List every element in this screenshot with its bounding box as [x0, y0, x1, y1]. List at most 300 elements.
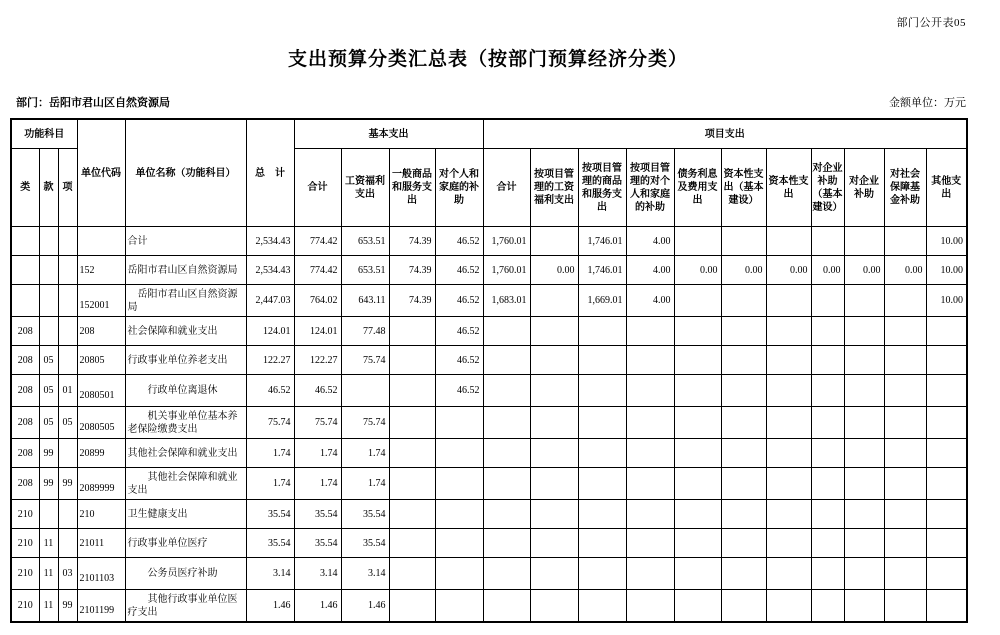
- unit-name-cell: 公务员医疗补助: [125, 558, 246, 590]
- header-func-group: 功能科目: [11, 119, 77, 149]
- func-item-cell: [58, 227, 77, 256]
- func-item-cell: 03: [58, 558, 77, 590]
- unit-name-cell: 其他社会保障和就业支出: [125, 468, 246, 500]
- value-cell: 1,760.01: [483, 227, 530, 256]
- value-cell: [578, 439, 626, 468]
- value-cell: [926, 346, 967, 375]
- value-cell: [674, 558, 721, 590]
- value-cell: 1,746.01: [578, 256, 626, 285]
- value-cell: [483, 375, 530, 407]
- value-cell: [844, 346, 884, 375]
- value-cell: 1.46: [246, 590, 294, 623]
- func-section-cell: [39, 256, 58, 285]
- unit-name-cell: 岳阳市君山区自然资源局: [125, 256, 246, 285]
- unit-code-cell: 20899: [77, 439, 125, 468]
- header-basic-wage: 工资福利支出: [341, 149, 389, 227]
- header-capital-construction: 资本性支出（基本建设）: [721, 149, 766, 227]
- func-class-cell: 208: [11, 317, 39, 346]
- value-cell: [483, 529, 530, 558]
- value-cell: [884, 375, 926, 407]
- value-cell: [626, 317, 674, 346]
- table-row: [11, 500, 967, 529]
- value-cell: [766, 439, 811, 468]
- unit-name-cell: 行政事业单位养老支出: [125, 346, 246, 375]
- value-cell: [341, 375, 389, 407]
- value-cell: [483, 317, 530, 346]
- func-class-cell: 210: [11, 558, 39, 590]
- value-cell: 3.14: [246, 558, 294, 590]
- value-cell: [766, 407, 811, 439]
- value-cell: [674, 529, 721, 558]
- value-cell: 74.39: [389, 227, 435, 256]
- unit-code-cell: 2101199: [77, 590, 125, 623]
- func-section-cell: 05: [39, 346, 58, 375]
- func-item-cell: 05: [58, 407, 77, 439]
- unit-name-cell: 行政事业单位医疗: [125, 529, 246, 558]
- table-row: [11, 439, 967, 468]
- value-cell: [389, 468, 435, 500]
- value-cell: [766, 558, 811, 590]
- unit-code-cell: 20805: [77, 346, 125, 375]
- value-cell: [674, 346, 721, 375]
- table-row: [11, 317, 967, 346]
- value-cell: 10.00: [926, 256, 967, 285]
- value-cell: [435, 468, 483, 500]
- value-cell: [884, 468, 926, 500]
- value-cell: 0.00: [844, 256, 884, 285]
- value-cell: 124.01: [294, 317, 341, 346]
- header-func-item: 项: [58, 149, 77, 227]
- header-enterprise-subsidy: 对企业补助: [844, 149, 884, 227]
- value-cell: 3.14: [341, 558, 389, 590]
- value-cell: [884, 439, 926, 468]
- value-cell: 10.00: [926, 285, 967, 317]
- table-row: [11, 558, 967, 590]
- header-debt-interest: 债务利息及费用支出: [674, 149, 721, 227]
- value-cell: [844, 590, 884, 623]
- value-cell: 1.74: [246, 468, 294, 500]
- value-cell: [483, 468, 530, 500]
- value-cell: [674, 468, 721, 500]
- value-cell: 46.52: [435, 256, 483, 285]
- value-cell: 122.27: [246, 346, 294, 375]
- value-cell: [435, 500, 483, 529]
- header-unit-code: 单位代码: [77, 119, 125, 227]
- func-class-cell: 210: [11, 590, 39, 623]
- unit-name-cell: 卫生健康支出: [125, 500, 246, 529]
- func-item-cell: 99: [58, 468, 77, 500]
- value-cell: [674, 407, 721, 439]
- unit-code-cell: 152001: [77, 285, 125, 317]
- value-cell: 653.51: [341, 227, 389, 256]
- value-cell: 2,534.43: [246, 227, 294, 256]
- value-cell: 1,746.01: [578, 227, 626, 256]
- value-cell: [530, 529, 578, 558]
- value-cell: [389, 500, 435, 529]
- value-cell: [530, 375, 578, 407]
- value-cell: 1.74: [246, 439, 294, 468]
- value-cell: 46.52: [435, 285, 483, 317]
- func-section-cell: [39, 500, 58, 529]
- func-class-cell: 208: [11, 468, 39, 500]
- table-row: [11, 529, 967, 558]
- func-section-cell: 11: [39, 529, 58, 558]
- value-cell: [721, 439, 766, 468]
- value-cell: [674, 590, 721, 623]
- value-cell: [389, 590, 435, 623]
- header-basic-group: 基本支出: [294, 119, 483, 149]
- unit-code-cell: 152: [77, 256, 125, 285]
- value-cell: 35.54: [341, 529, 389, 558]
- header-basic-personal: 对个人和家庭的补助: [435, 149, 483, 227]
- value-cell: [578, 375, 626, 407]
- value-cell: [844, 558, 884, 590]
- value-cell: 75.74: [341, 407, 389, 439]
- value-cell: 75.74: [246, 407, 294, 439]
- value-cell: [926, 529, 967, 558]
- header-project-goods: 按项目管理的商品和服务支出: [578, 149, 626, 227]
- value-cell: 124.01: [246, 317, 294, 346]
- value-cell: 1.74: [294, 468, 341, 500]
- value-cell: 1,669.01: [578, 285, 626, 317]
- value-cell: [578, 500, 626, 529]
- value-cell: [530, 468, 578, 500]
- value-cell: [530, 317, 578, 346]
- value-cell: [435, 558, 483, 590]
- value-cell: [626, 468, 674, 500]
- value-cell: [884, 500, 926, 529]
- value-cell: [721, 529, 766, 558]
- unit-code-cell: 208: [77, 317, 125, 346]
- value-cell: 4.00: [626, 256, 674, 285]
- value-cell: [844, 407, 884, 439]
- value-cell: 1.46: [341, 590, 389, 623]
- table-row: [11, 375, 967, 407]
- value-cell: [884, 317, 926, 346]
- func-section-cell: 99: [39, 439, 58, 468]
- unit-name-cell: 合计: [125, 227, 246, 256]
- func-section-cell: 11: [39, 590, 58, 623]
- header-func-section: 款: [39, 149, 58, 227]
- value-cell: [721, 227, 766, 256]
- value-cell: [766, 227, 811, 256]
- func-class-cell: [11, 256, 39, 285]
- value-cell: [578, 558, 626, 590]
- value-cell: 35.54: [246, 500, 294, 529]
- unit-name-cell: 社会保障和就业支出: [125, 317, 246, 346]
- func-class-cell: [11, 285, 39, 317]
- value-cell: [626, 500, 674, 529]
- value-cell: 46.52: [435, 227, 483, 256]
- value-cell: 2,447.03: [246, 285, 294, 317]
- func-item-cell: [58, 285, 77, 317]
- value-cell: [811, 529, 844, 558]
- value-cell: [811, 346, 844, 375]
- value-cell: [844, 468, 884, 500]
- func-class-cell: [11, 227, 39, 256]
- value-cell: 77.48: [341, 317, 389, 346]
- value-cell: [811, 227, 844, 256]
- value-cell: 1,683.01: [483, 285, 530, 317]
- func-section-cell: [39, 285, 58, 317]
- value-cell: [626, 590, 674, 623]
- value-cell: [435, 407, 483, 439]
- value-cell: 2,534.43: [246, 256, 294, 285]
- unit-code-cell: 21011: [77, 529, 125, 558]
- unit-code-cell: 210: [77, 500, 125, 529]
- func-item-cell: [58, 500, 77, 529]
- value-cell: [435, 529, 483, 558]
- header-social-security-fund: 对社会保障基金补助: [884, 149, 926, 227]
- value-cell: 35.54: [341, 500, 389, 529]
- value-cell: [435, 590, 483, 623]
- value-cell: [926, 317, 967, 346]
- value-cell: 1.74: [341, 439, 389, 468]
- value-cell: [530, 439, 578, 468]
- value-cell: [721, 468, 766, 500]
- value-cell: 3.14: [294, 558, 341, 590]
- value-cell: [578, 346, 626, 375]
- value-cell: [674, 375, 721, 407]
- value-cell: [721, 285, 766, 317]
- value-cell: [674, 317, 721, 346]
- doc-label: 部门公开表05: [896, 17, 966, 29]
- value-cell: [884, 285, 926, 317]
- header-project-wage: 按项目管理的工资福利支出: [530, 149, 578, 227]
- value-cell: [435, 439, 483, 468]
- value-cell: [721, 346, 766, 375]
- value-cell: 35.54: [294, 529, 341, 558]
- value-cell: [844, 529, 884, 558]
- value-cell: [811, 407, 844, 439]
- page-title: 支出预算分类汇总表（按部门预算经济分类）: [287, 49, 688, 70]
- value-cell: [674, 439, 721, 468]
- value-cell: [578, 468, 626, 500]
- value-cell: [626, 439, 674, 468]
- value-cell: [811, 317, 844, 346]
- table-row: [11, 285, 967, 317]
- value-cell: 1.46: [294, 590, 341, 623]
- value-cell: [926, 500, 967, 529]
- value-cell: [811, 439, 844, 468]
- header-project-group: 项目支出: [483, 119, 967, 149]
- value-cell: [483, 407, 530, 439]
- value-cell: 46.52: [246, 375, 294, 407]
- value-cell: 46.52: [435, 375, 483, 407]
- value-cell: 0.00: [530, 256, 578, 285]
- func-section-cell: 99: [39, 468, 58, 500]
- value-cell: [530, 346, 578, 375]
- value-cell: 75.74: [294, 407, 341, 439]
- value-cell: [721, 375, 766, 407]
- value-cell: 653.51: [341, 256, 389, 285]
- value-cell: [811, 375, 844, 407]
- value-cell: [811, 285, 844, 317]
- unit-name-cell: 其他行政事业单位医疗支出: [125, 590, 246, 623]
- func-section-cell: [39, 317, 58, 346]
- value-cell: [884, 529, 926, 558]
- unit-name-cell: 其他社会保障和就业支出: [125, 439, 246, 468]
- value-cell: 74.39: [389, 285, 435, 317]
- value-cell: 643.11: [341, 285, 389, 317]
- value-cell: [926, 558, 967, 590]
- value-cell: [389, 375, 435, 407]
- value-cell: [844, 317, 884, 346]
- func-class-cell: 208: [11, 375, 39, 407]
- value-cell: 10.00: [926, 227, 967, 256]
- value-cell: 75.74: [341, 346, 389, 375]
- value-cell: [483, 500, 530, 529]
- value-cell: 35.54: [294, 500, 341, 529]
- value-cell: [483, 439, 530, 468]
- value-cell: [766, 346, 811, 375]
- value-cell: [844, 500, 884, 529]
- value-cell: 1,760.01: [483, 256, 530, 285]
- value-cell: [811, 590, 844, 623]
- value-cell: [926, 590, 967, 623]
- meta-row: [16, 94, 966, 110]
- value-cell: [483, 590, 530, 623]
- func-section-cell: [39, 227, 58, 256]
- value-cell: [844, 227, 884, 256]
- table-row: [11, 346, 967, 375]
- value-cell: 122.27: [294, 346, 341, 375]
- value-cell: [926, 439, 967, 468]
- value-cell: [674, 500, 721, 529]
- value-cell: [530, 558, 578, 590]
- value-cell: [766, 317, 811, 346]
- value-cell: [626, 529, 674, 558]
- table-row: [11, 227, 967, 256]
- value-cell: [811, 468, 844, 500]
- value-cell: 4.00: [626, 285, 674, 317]
- header-basic-goods: 一般商品和服务支出: [389, 149, 435, 227]
- value-cell: [721, 500, 766, 529]
- value-cell: [578, 590, 626, 623]
- header-grand-total: 总 计: [246, 119, 294, 227]
- unit-name-cell: 机关事业单位基本养老保险缴费支出: [125, 407, 246, 439]
- value-cell: [483, 346, 530, 375]
- value-cell: [844, 375, 884, 407]
- value-cell: [884, 346, 926, 375]
- value-cell: [389, 407, 435, 439]
- func-item-cell: [58, 346, 77, 375]
- func-class-cell: 210: [11, 529, 39, 558]
- func-section-cell: 11: [39, 558, 58, 590]
- value-cell: [578, 407, 626, 439]
- value-cell: [926, 375, 967, 407]
- value-cell: [926, 407, 967, 439]
- value-cell: [674, 285, 721, 317]
- value-cell: 46.52: [435, 317, 483, 346]
- amount-unit-label: 金额单位：万元: [889, 97, 966, 109]
- value-cell: [530, 500, 578, 529]
- value-cell: [811, 500, 844, 529]
- value-cell: [530, 407, 578, 439]
- value-cell: 764.02: [294, 285, 341, 317]
- header-basic-total: 合计: [294, 149, 341, 227]
- value-cell: [530, 590, 578, 623]
- func-class-cell: 210: [11, 500, 39, 529]
- value-cell: [884, 590, 926, 623]
- value-cell: 35.54: [246, 529, 294, 558]
- value-cell: [844, 439, 884, 468]
- unit-code-cell: 2101103: [77, 558, 125, 590]
- value-cell: [766, 285, 811, 317]
- value-cell: [389, 346, 435, 375]
- func-section-cell: 05: [39, 407, 58, 439]
- value-cell: [626, 375, 674, 407]
- value-cell: [721, 317, 766, 346]
- value-cell: [721, 407, 766, 439]
- value-cell: [811, 558, 844, 590]
- header-other-expense: 其他支出: [926, 149, 967, 227]
- value-cell: 0.00: [884, 256, 926, 285]
- table-row: [11, 468, 967, 500]
- func-class-cell: 208: [11, 346, 39, 375]
- value-cell: [766, 500, 811, 529]
- value-cell: 1.74: [341, 468, 389, 500]
- department-label: 部门：岳阳市君山区自然资源局: [16, 97, 170, 109]
- value-cell: [674, 227, 721, 256]
- value-cell: 774.42: [294, 227, 341, 256]
- value-cell: [530, 285, 578, 317]
- value-cell: [844, 285, 884, 317]
- value-cell: [389, 439, 435, 468]
- unit-code-cell: 2080505: [77, 407, 125, 439]
- value-cell: 1.74: [294, 439, 341, 468]
- value-cell: [530, 227, 578, 256]
- func-item-cell: [58, 529, 77, 558]
- value-cell: [626, 346, 674, 375]
- table-row: [11, 256, 967, 285]
- func-item-cell: 99: [58, 590, 77, 623]
- func-item-cell: 01: [58, 375, 77, 407]
- unit-name-cell: 行政单位离退休: [125, 375, 246, 407]
- header-func-class: 类: [11, 149, 39, 227]
- table-row: [11, 590, 967, 623]
- value-cell: [926, 468, 967, 500]
- value-cell: [884, 558, 926, 590]
- unit-code-cell: 2089999: [77, 468, 125, 500]
- value-cell: [721, 558, 766, 590]
- value-cell: [578, 317, 626, 346]
- value-cell: 4.00: [626, 227, 674, 256]
- func-class-cell: 208: [11, 407, 39, 439]
- func-item-cell: [58, 317, 77, 346]
- unit-code-cell: 2080501: [77, 375, 125, 407]
- budget-table: [10, 118, 968, 623]
- header-project-personal: 按项目管理的对个人和家庭的补助: [626, 149, 674, 227]
- func-section-cell: 05: [39, 375, 58, 407]
- value-cell: [626, 407, 674, 439]
- value-cell: [626, 558, 674, 590]
- value-cell: [766, 529, 811, 558]
- func-item-cell: [58, 439, 77, 468]
- header-project-total: 合计: [483, 149, 530, 227]
- unit-name-cell: 岳阳市君山区自然资源局: [125, 285, 246, 317]
- value-cell: [884, 407, 926, 439]
- header-unit-name: 单位名称（功能科目）: [125, 119, 246, 227]
- value-cell: [389, 529, 435, 558]
- value-cell: 74.39: [389, 256, 435, 285]
- unit-code-cell: [77, 227, 125, 256]
- value-cell: [721, 590, 766, 623]
- func-class-cell: 208: [11, 439, 39, 468]
- header-enterprise-construction: 对企业补助（基本建设）: [811, 149, 844, 227]
- value-cell: [766, 468, 811, 500]
- value-cell: [389, 317, 435, 346]
